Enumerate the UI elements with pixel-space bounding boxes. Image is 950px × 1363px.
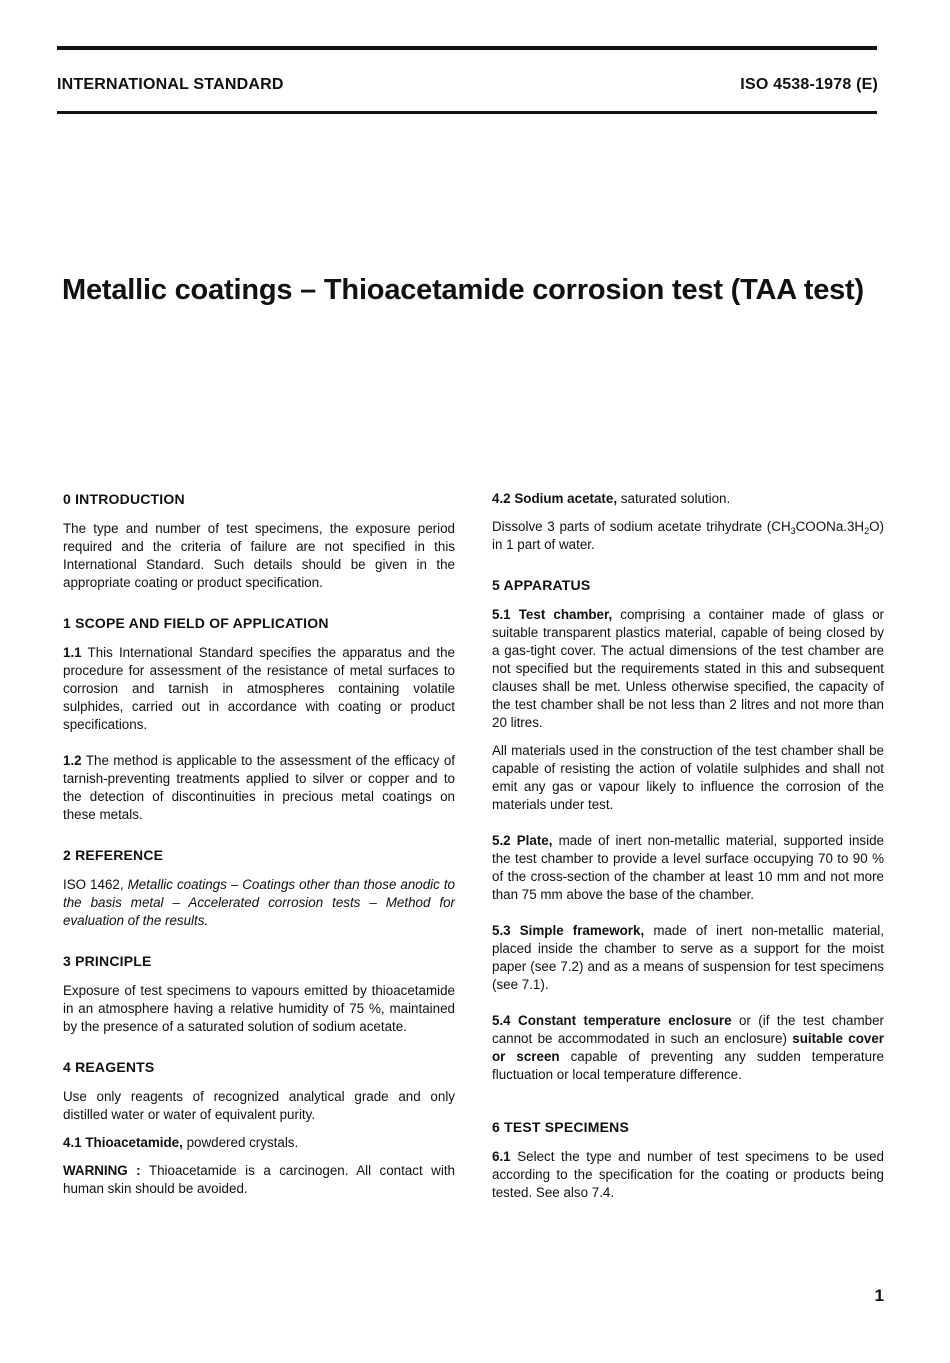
heading-apparatus: 5 APPARATUS: [492, 577, 591, 593]
clause-6-1: [492, 1148, 884, 1202]
clause-term: Thioacetamide,: [85, 1135, 183, 1150]
clause-term: Simple framework,: [519, 923, 645, 938]
header-standard-label: INTERNATIONAL STANDARD: [57, 76, 284, 93]
clause-text: saturated solution.: [620, 491, 731, 506]
clause-text: capable of preventing any sudden temperature fluctuation or local temperature difference.: [492, 1049, 884, 1082]
instruction-text: COONa.3H: [795, 519, 865, 534]
clause-term-secondary: suitable cover or screen: [492, 1031, 884, 1064]
right-column: [492, 490, 884, 1212]
header-rule-top: [57, 46, 877, 50]
clause-5-1: [492, 606, 884, 732]
heading-reagents: 4 REAGENTS: [63, 1059, 155, 1075]
clause-number: 5.1: [492, 607, 511, 622]
clause-text: This International Standard specifies the apparatus and the procedure for assessment of the resistance of metal surfaces to corrosion and tarnish in atmospheres containing volatile sulphides, carried out in accordance with coating or product specifications.: [63, 645, 455, 732]
introduction-text: The type and number of test specimens, the exposure period required and the criteria of failure are not specified in this International Standard. Such details should be given in the appropriate coating or product specification.: [63, 521, 455, 590]
clause-5-4: [492, 1012, 884, 1084]
clause-text: The method is applicable to the assessment of the efficacy of tarnish-preventing treatments applied to silver or copper and to the detection of discontinuities in precious metal coatings on these metals.: [63, 753, 456, 822]
clause-number: 5.3: [492, 923, 511, 938]
clause-text: made of inert non-metallic material, placed inside the chamber to serve as a support for the moist paper (see 7.2) and as a means of suspension for test specimens (see 7.1).: [492, 923, 884, 992]
subscript: 3: [790, 526, 796, 536]
clause-5-3: [492, 922, 884, 994]
clause-text: or (if the test chamber cannot be accommodated in such an enclosure): [492, 1013, 884, 1046]
clause-1-2: [63, 752, 455, 824]
principle-text: Exposure of test specimens to vapours emitted by thioacetamide in an atmosphere having a relative humidity of 75 %, maintained by the presence of a saturated solution of sodium acetate.: [63, 983, 455, 1034]
clause-term: Sodium acetate,: [514, 491, 618, 506]
heading-test-specimens: 6 TEST SPECIMENS: [492, 1119, 630, 1135]
clause-4-1: [63, 1134, 455, 1152]
left-column: [63, 490, 455, 1208]
clause-5-2: [492, 832, 884, 904]
document-title: Metallic coatings – Thioacetamide corrosion test (TAA test): [62, 274, 864, 306]
clause-1-1: [63, 644, 455, 734]
clause-term: Constant temperature enclosure: [518, 1013, 732, 1028]
instruction-text: O) in 1 part of water.: [492, 519, 884, 552]
header-rule-bottom: [57, 111, 877, 114]
clause-number: 1.1: [63, 645, 82, 660]
clause-number: 4.1: [63, 1135, 82, 1150]
header-document-number: ISO 4538-1978 (E): [740, 76, 878, 93]
heading-reference: 2 REFERENCE: [63, 847, 164, 863]
clause-number: 1.2: [63, 753, 82, 768]
warning-text: Thioacetamide is a carcinogen. All contact with human skin should be avoided.: [63, 1163, 455, 1196]
clause-4-2: [492, 490, 884, 508]
clause-text: powdered crystals.: [186, 1135, 299, 1150]
page-number: 1: [874, 1286, 884, 1305]
instruction-text: Dissolve 3 parts of sodium acetate trihydrate (CH: [492, 519, 791, 534]
clause-term: Plate,: [516, 833, 553, 848]
heading-introduction: 0 INTRODUCTION: [63, 491, 185, 507]
reference-entry: [63, 876, 455, 930]
clause-text: made of inert non-metallic material, supported inside the test chamber to provide a level surface occupying 70 to 90 % of the cross-section of the chamber at least 10 mm and not more than 75 mm above the base of the chamber.: [492, 833, 884, 902]
subscript: 2: [864, 526, 870, 536]
heading-principle: 3 PRINCIPLE: [63, 953, 152, 969]
clause-5-1-materials: All materials used in the construction of the test chamber shall be capable of resisting the action of volatile sulphides and shall not emit any gas or vapour likely to influence the corrosion of the materials under test.: [492, 743, 884, 812]
clause-text: Select the type and number of test specimens to be used according to the specification for the coating or products being tested. See also 7.4.: [492, 1149, 884, 1200]
clause-number: 4.2: [492, 491, 511, 506]
clause-term: Test chamber,: [518, 607, 613, 622]
clause-number: 5.2: [492, 833, 511, 848]
sodium-acetate-instructions: [492, 518, 884, 554]
reference-title: Metallic coatings – Coatings other than those anodic to the basis metal – Accelerated corrosion tests – Method for evaluation of the results.: [63, 877, 455, 928]
clause-number: 5.4: [492, 1013, 511, 1028]
warning-label: WARNING :: [63, 1163, 141, 1178]
clause-number: 6.1: [492, 1149, 511, 1164]
reference-code: ISO 1462,: [63, 877, 124, 892]
warning-note: [63, 1162, 455, 1198]
heading-scope: 1 SCOPE AND FIELD OF APPLICATION: [63, 615, 329, 631]
reagents-text: Use only reagents of recognized analytical grade and only distilled water or water of equivalent purity.: [63, 1089, 455, 1122]
clause-text: comprising a container made of glass or suitable transparent plastics material, capable of being closed by a gas-tight cover. The actual dimensions of the test chamber are not specified but the requirements stated in this and subsequent clauses shall be met. Unless otherwise specified, the capacity of the test chamber shall be not less than 2 litres and not more than 20 litres.: [492, 607, 884, 730]
